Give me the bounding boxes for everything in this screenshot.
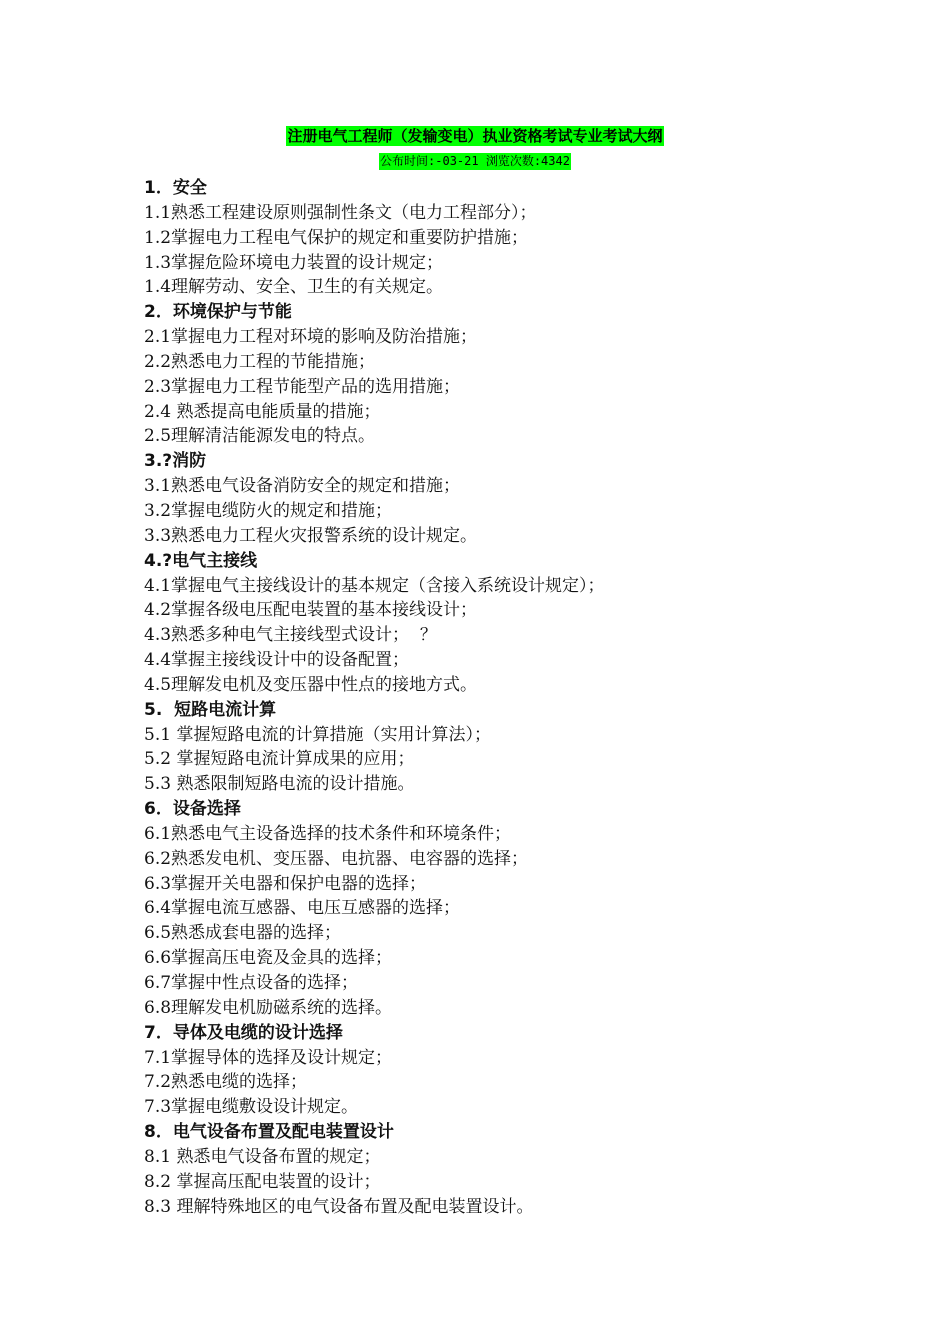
syllabus-item: 4.2掌握各级电压配电装置的基本接线设计； [144, 600, 478, 621]
section-heading: 8．电气设备布置及配电装置设计 [144, 1122, 394, 1143]
syllabus-item: 5.1 掌握短路电流的计算措施（实用计算法）； [144, 724, 491, 745]
section-heading: 7．导体及电缆的设计选择 [144, 1022, 343, 1043]
syllabus-item: 4.4掌握主接线设计中的设备配置； [144, 650, 410, 671]
title-container [0, 126, 950, 146]
syllabus-item: 6.4掌握电流互感器、电压互感器的选择； [144, 898, 461, 919]
syllabus-item: 8.1 熟悉电气设备布置的规定； [144, 1146, 381, 1167]
syllabus-item: 1.4理解劳动、安全、卫生的有关规定。 [144, 277, 444, 298]
syllabus-item: 3.1熟悉电气设备消防安全的规定和措施； [144, 476, 461, 497]
syllabus-item: 7.1掌握导体的选择及设计规定； [144, 1047, 393, 1068]
syllabus-item: 8.3 理解特殊地区的电气设备布置及配电装置设计。 [144, 1196, 534, 1217]
section-heading: 5. 短路电流计算 [144, 699, 277, 720]
syllabus-item: 6.3掌握开关电器和保护电器的选择； [144, 873, 427, 894]
syllabus-item: 2.3掌握电力工程节能型产品的选用措施； [144, 376, 461, 397]
syllabus-item: 5.3 熟悉限制短路电流的设计措施。 [144, 774, 415, 795]
section-heading: 2．环境保护与节能 [144, 302, 292, 323]
section-heading: 3.?消防 [144, 451, 207, 472]
section-heading: 4.?电气主接线 [144, 550, 258, 571]
syllabus-item: 4.5理解发电机及变压器中性点的接地方式。 [144, 674, 478, 695]
syllabus-item: 6.1熟悉电气主设备选择的技术条件和环境条件； [144, 823, 512, 844]
syllabus-content [144, 176, 924, 1219]
syllabus-item: 6.8理解发电机励磁系统的选择。 [144, 997, 393, 1018]
syllabus-item: 6.2熟悉发电机、变压器、电抗器、电容器的选择； [144, 848, 529, 869]
syllabus-item: 2.4 熟悉提高电能质量的措施； [144, 401, 381, 422]
syllabus-item: 6.6掌握高压电瓷及金具的选择； [144, 948, 393, 969]
section-heading: 6．设备选择 [144, 799, 241, 820]
syllabus-item: 6.7掌握中性点设备的选择； [144, 973, 359, 993]
meta-container [0, 152, 950, 170]
syllabus-item: 4.3熟悉多种电气主接线型式设计； ？ [144, 625, 437, 646]
document-title: 注册电气工程师（发输变电）执业资格考试专业考试大纲 [287, 127, 663, 145]
syllabus-item: 4.1掌握电气主接线设计的基本规定（含接入系统设计规定）； [144, 575, 605, 596]
syllabus-item: 1.1熟悉工程建设原则强制性条文（电力工程部分）； [144, 202, 537, 223]
syllabus-item: 1.3掌握危险环境电力装置的设计规定； [144, 252, 444, 273]
syllabus-item: 7.2熟悉电缆的选择； [144, 1072, 308, 1093]
syllabus-item: 6.5熟悉成套电器的选择； [144, 923, 342, 944]
section-heading: 1．安全 [144, 178, 207, 198]
syllabus-item: 3.2掌握电缆防火的规定和措施； [144, 500, 393, 521]
syllabus-item: 7.3掌握电缆敷设设计规定。 [144, 1097, 359, 1118]
syllabus-item: 2.5理解清洁能源发电的特点。 [144, 426, 376, 447]
syllabus-item: 8.2 掌握高压配电装置的设计； [144, 1171, 381, 1192]
publish-info: 公布时间:-03-21 浏览次数:4342 [380, 154, 570, 168]
syllabus-item: 2.1掌握电力工程对环境的影响及防治措施； [144, 327, 478, 348]
syllabus-item: 1.2掌握电力工程电气保护的规定和重要防护措施； [144, 227, 529, 248]
syllabus-item: 5.2 掌握短路电流计算成果的应用； [144, 749, 415, 770]
syllabus-item: 3.3熟悉电力工程火灾报警系统的设计规定。 [144, 525, 478, 546]
syllabus-item: 2.2熟悉电力工程的节能措施； [144, 351, 376, 372]
